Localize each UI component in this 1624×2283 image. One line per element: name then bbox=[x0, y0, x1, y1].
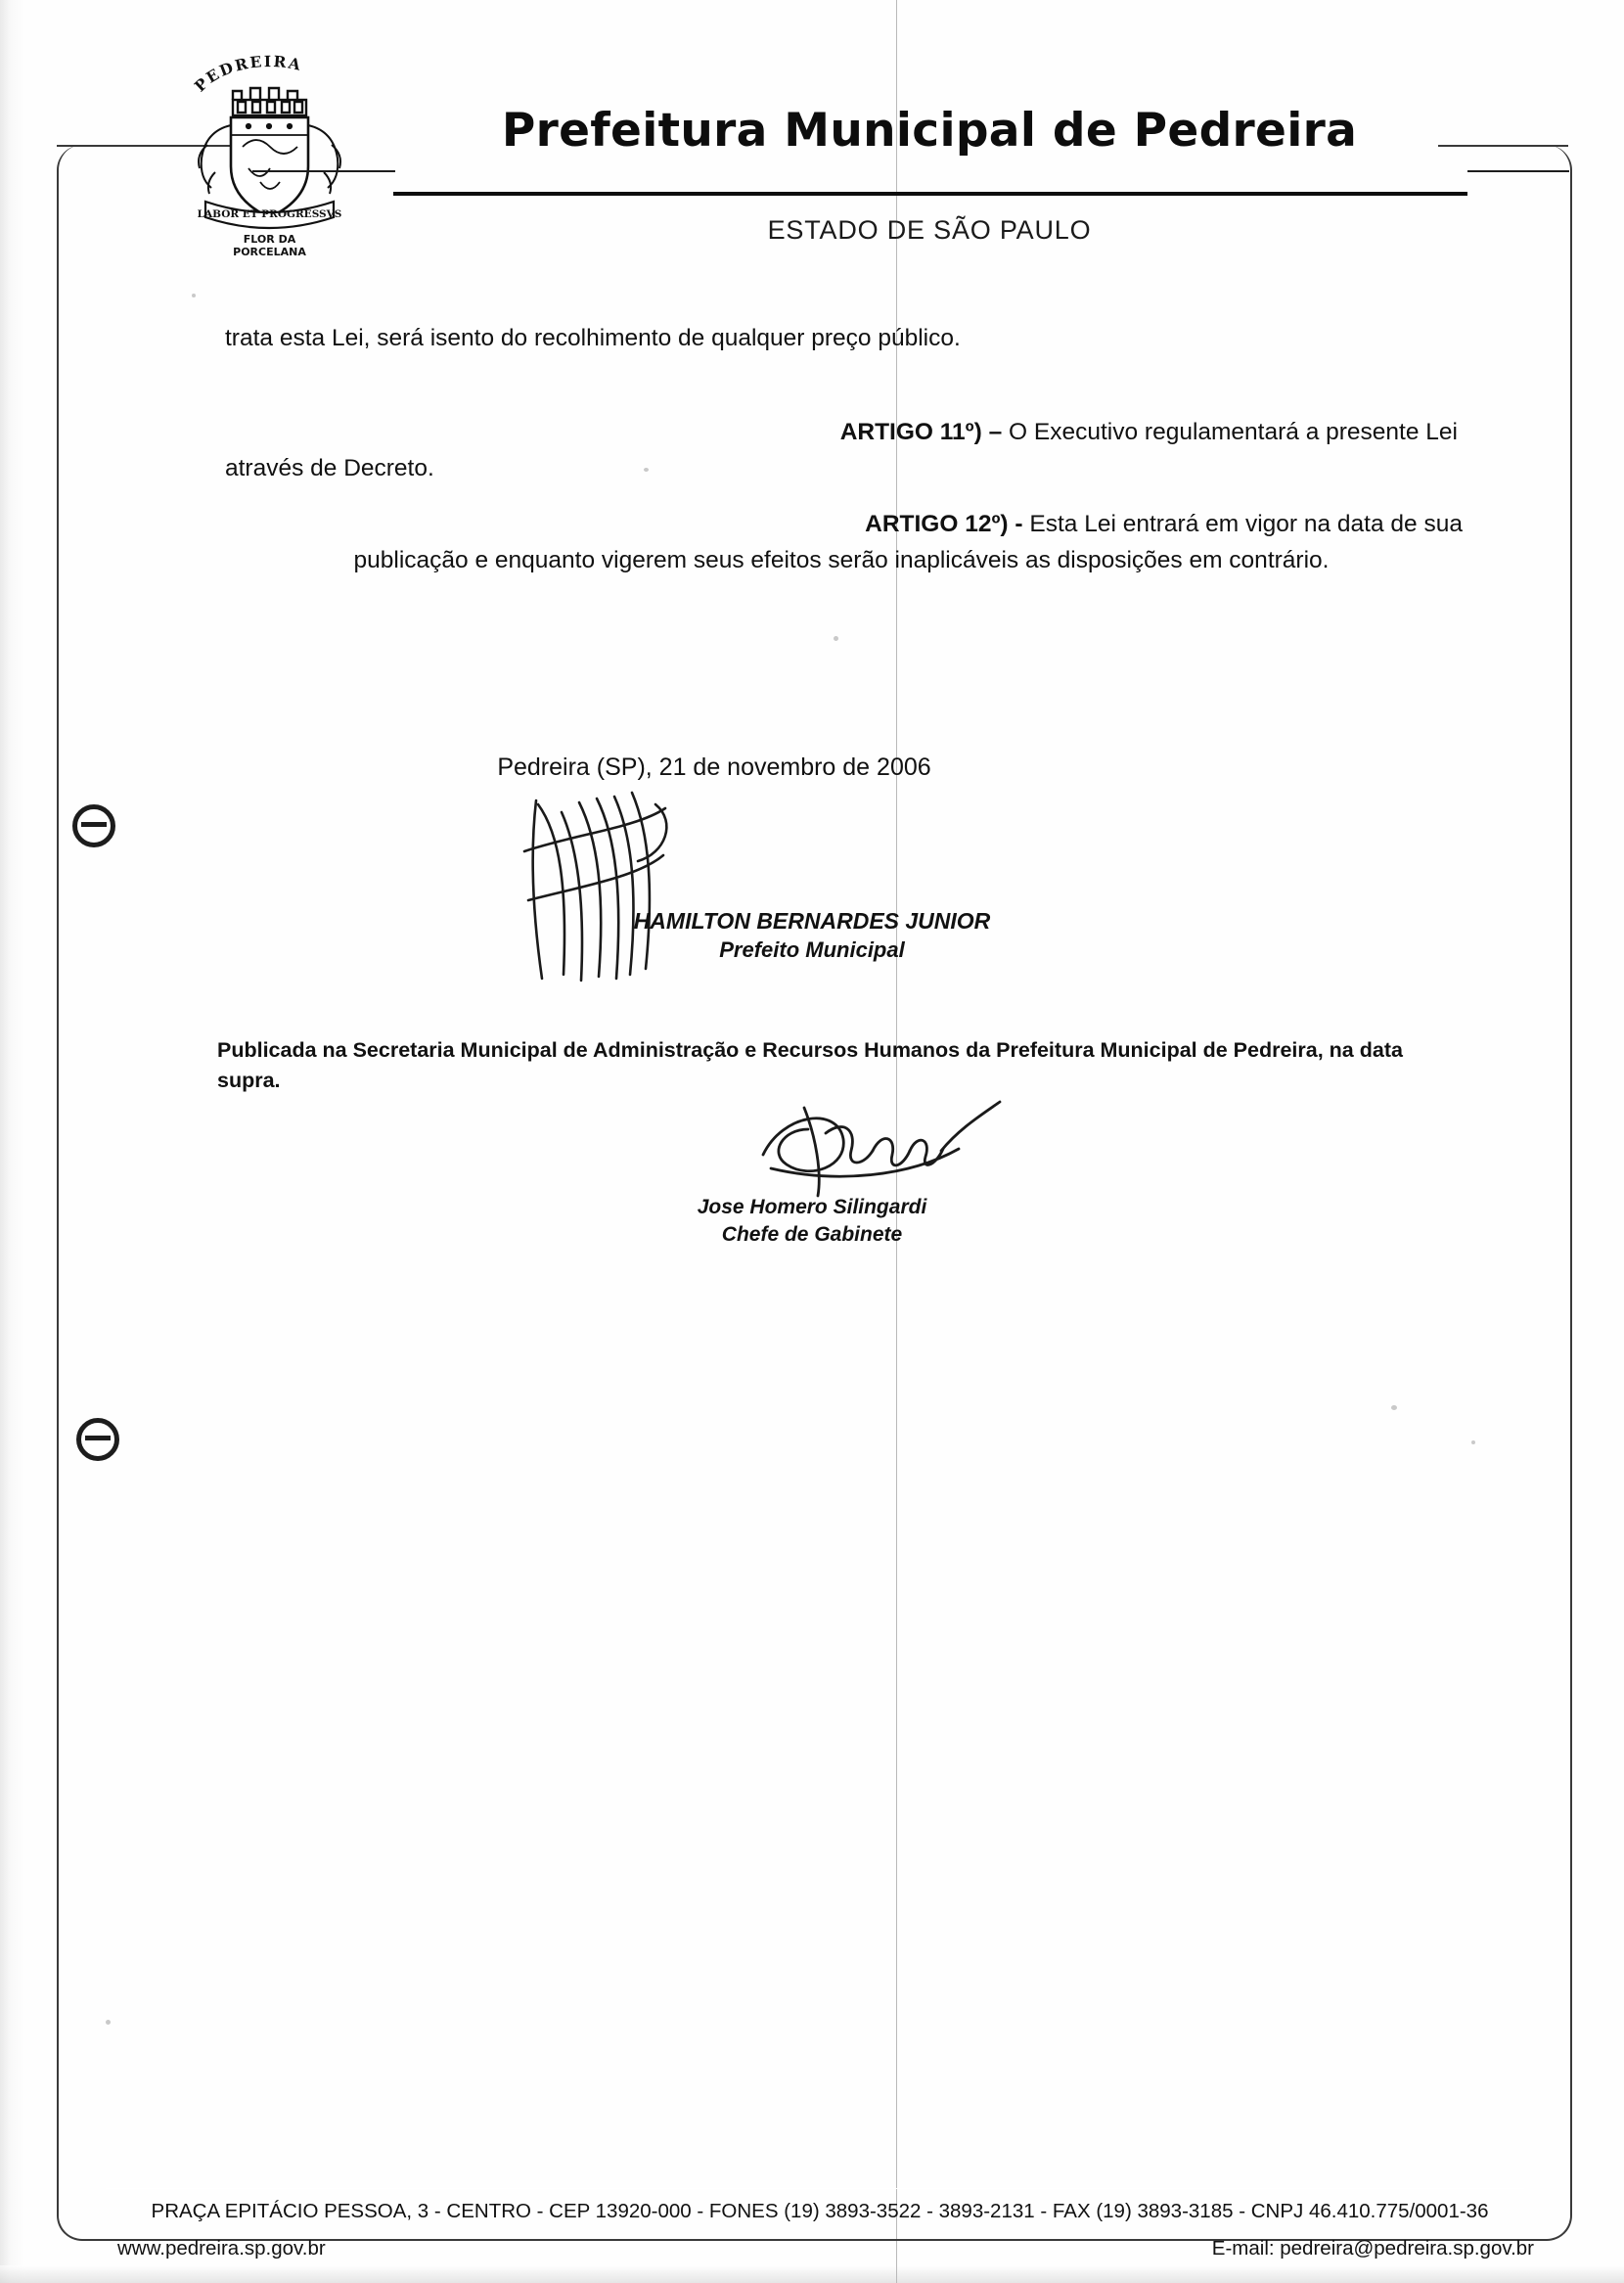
handwritten-signature-icon bbox=[509, 783, 822, 998]
scan-speck bbox=[834, 636, 838, 641]
signature-block-chief bbox=[753, 1094, 1047, 1211]
punch-hole-icon bbox=[76, 1418, 119, 1461]
svg-text:FLOR DA: FLOR DA bbox=[243, 233, 296, 246]
article-12-text-line2: publicação e enquanto vigerem seus efeitos serão inaplicáveis as disposições em contrário. bbox=[353, 546, 1330, 573]
signer-role-chief: Chefe de Gabinete bbox=[721, 1223, 903, 1246]
svg-text:PEDREIRA: PEDREIRA bbox=[190, 51, 304, 96]
svg-text:LABOR ET PROGRESSVS: LABOR ET PROGRESSVS bbox=[197, 208, 342, 220]
page-title: Prefeitura Municipal de Pedreira bbox=[501, 104, 1358, 158]
article-11 bbox=[225, 415, 1458, 487]
document-header bbox=[0, 23, 1624, 268]
title-underline bbox=[393, 192, 1467, 196]
scan-edge-left bbox=[0, 0, 25, 2283]
signer-name-chief: Jose Homero Silingardi bbox=[697, 1196, 927, 1218]
page-subtitle: ESTADO DE SÃO PAULO bbox=[767, 215, 1092, 245]
article-12-label: ARTIGO 12º) - bbox=[865, 511, 1023, 537]
scan-edge-bottom bbox=[0, 2265, 1624, 2283]
article-12-text-line1: Esta Lei entrará em vigor na data de sua bbox=[1029, 511, 1463, 537]
scan-speck bbox=[1471, 1440, 1475, 1444]
signature-block-mayor bbox=[509, 783, 1037, 1027]
scan-speck bbox=[106, 2020, 111, 2025]
scan-speck bbox=[192, 294, 196, 297]
header-rule-right bbox=[1467, 170, 1569, 172]
header-rule-left bbox=[252, 170, 395, 172]
signer-name-mayor: HAMILTON BERNARDES JUNIOR bbox=[633, 908, 991, 934]
article-12 bbox=[220, 507, 1463, 579]
scan-speck bbox=[644, 468, 649, 472]
article-11-label: ARTIGO 11º) – bbox=[839, 419, 1003, 445]
svg-text:PORCELANA: PORCELANA bbox=[233, 246, 306, 258]
footer-website: www.pedreira.sp.gov.br bbox=[117, 2237, 326, 2260]
footer-address: PRAÇA EPITÁCIO PESSOA, 3 - CENTRO - CEP 13920-000 - FONES (19) 3893-3522 - 3893-2131 - FAX (19) 3893-3185 - CNPJ 46.410.775/0001-36 bbox=[151, 2200, 1489, 2222]
paragraph-continuation: trata esta Lei, será isento do recolhimento de qualquer preço público. bbox=[225, 325, 961, 351]
signer-role-mayor: Prefeito Municipal bbox=[719, 937, 905, 962]
publication-note: Publicada na Secretaria Municipal de Administração e Recursos Humanos da Prefeitura Municipal de Pedreira, na data supra. bbox=[217, 1038, 1403, 1093]
footer-divider bbox=[106, 2188, 1524, 2189]
place-and-date: Pedreira (SP), 21 de novembro de 2006 bbox=[497, 753, 931, 781]
punch-hole-icon bbox=[72, 804, 115, 847]
article-11-text-line2: através de Decreto. bbox=[225, 454, 434, 481]
footer-email: E-mail: pedreira@pedreira.sp.gov.br bbox=[1211, 2237, 1534, 2260]
scan-speck bbox=[1391, 1405, 1397, 1410]
coat-of-arms-icon bbox=[184, 51, 355, 271]
article-11-text-line1: O Executivo regulamentará a presente Lei bbox=[1009, 419, 1458, 445]
